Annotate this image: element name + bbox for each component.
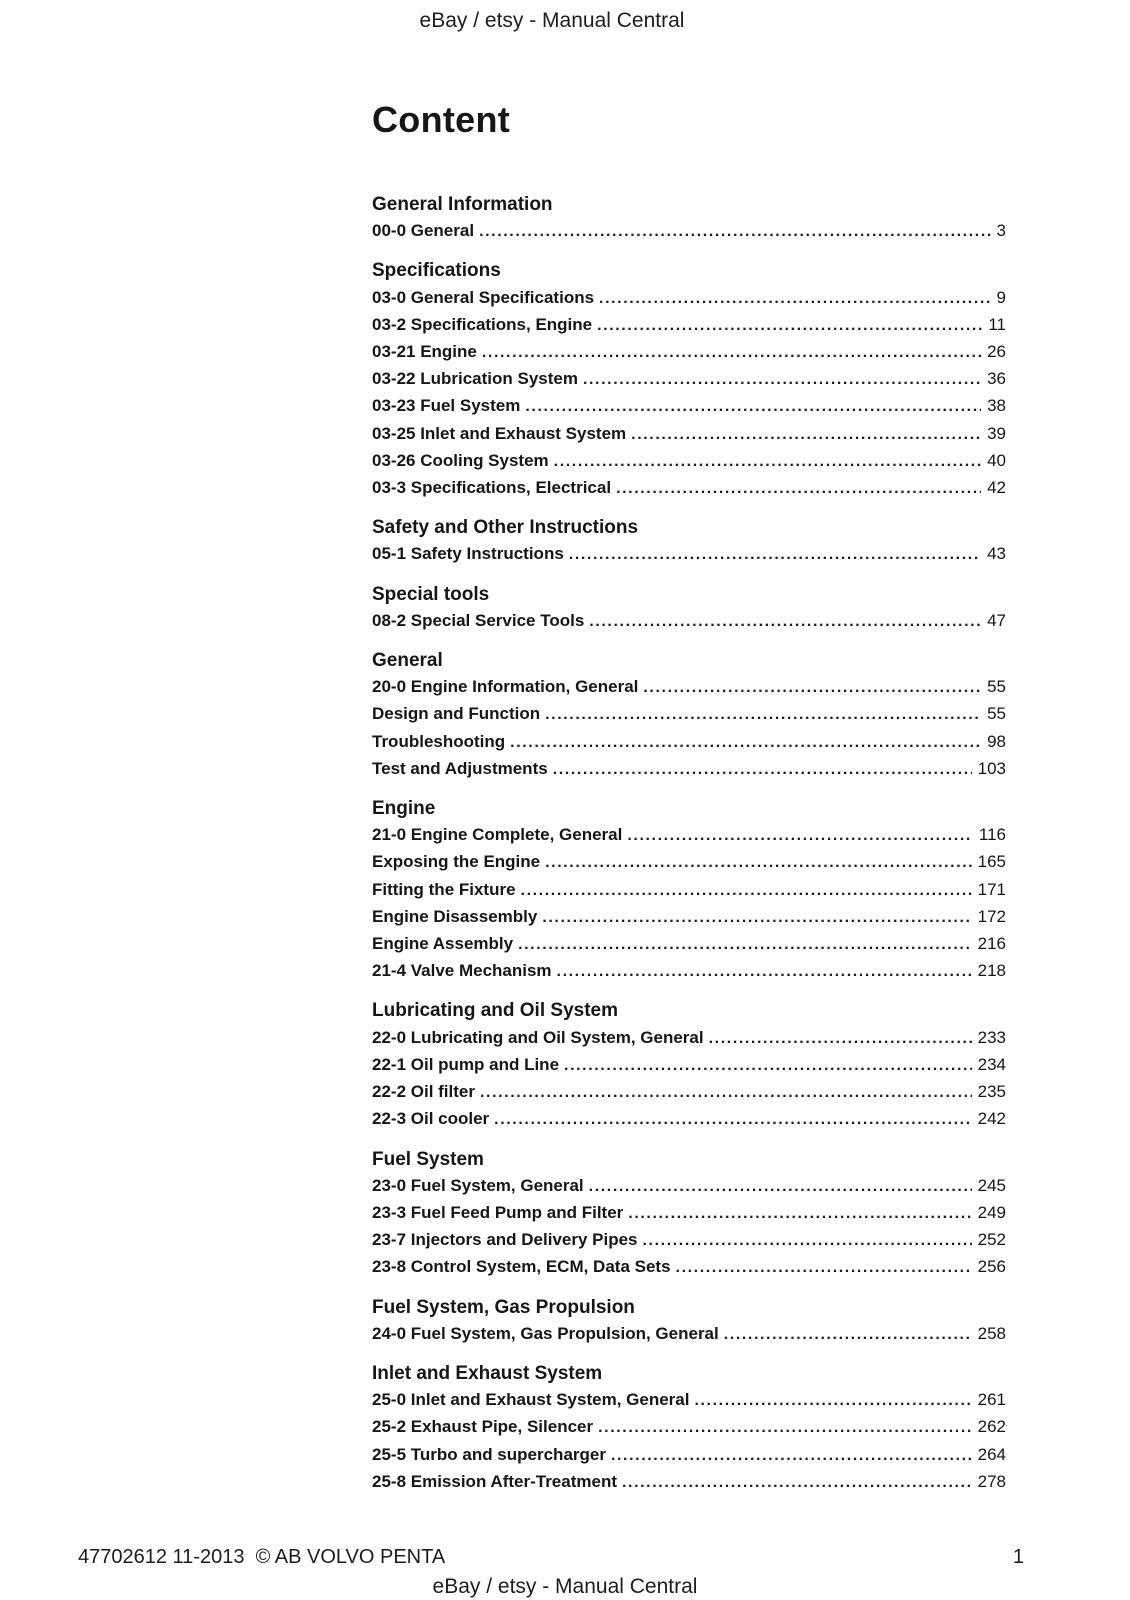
toc-entry-page: 261 [977,1390,1006,1410]
toc-leader-dots [643,1227,972,1254]
toc-entry-label: 00-0 General [372,221,475,241]
toc-entry-page: 165 [977,852,1006,872]
page-footer [78,1546,1024,1569]
toc-entry-page: 47 [987,610,1006,630]
toc-section-heading: Fuel System [372,1148,484,1170]
toc-entry [372,339,1006,366]
toc-entry [372,1079,1006,1106]
toc-entry-page: 234 [977,1054,1006,1074]
toc-entry-page: 258 [977,1323,1006,1343]
toc-entry [372,1052,1006,1079]
toc-section-heading: General Information [372,194,553,215]
toc-leader-dots [525,393,981,420]
toc-entry-label: Fitting the Fixture [372,879,516,899]
toc-leader-dots [521,877,972,904]
toc-entry-page: 39 [987,423,1006,443]
page-title: Content [372,99,511,140]
toc-leader-dots [622,1469,972,1496]
toc-leader-dots [564,1052,972,1079]
toc-entry [372,1321,1006,1348]
toc-entry [372,366,1006,393]
toc-entry [372,701,1006,728]
toc-entry-page: 55 [987,677,1006,697]
toc-entry-page: 218 [977,961,1006,981]
toc-leader-dots [545,701,981,728]
toc-entry-page: 264 [977,1444,1006,1464]
toc-entry-label: 22-2 Oil filter [372,1082,475,1102]
toc-entry-page: 116 [978,825,1006,845]
toc-entry-label: Engine Disassembly [372,906,538,926]
toc-section [372,258,1006,502]
toc-entry-page: 245 [977,1175,1006,1195]
toc-section [372,998,1006,1133]
toc-entry [372,475,1006,502]
toc-entry [372,218,1006,245]
toc-entry [372,1025,1006,1052]
toc-section-heading: Special tools [372,583,490,605]
toc-entry [372,849,1006,876]
toc-section [372,192,1006,245]
toc-entry-label: Engine Assembly [372,934,514,954]
toc-entry [372,1469,1006,1496]
toc-entry-label: 25-8 Emission After-Treatment [372,1471,617,1491]
toc-entry-label: 03-2 Specifications, Engine [372,314,593,334]
toc-entry-page: 40 [987,450,1006,470]
toc-section-heading: Engine [372,798,436,820]
toc-entry-label: Design and Function [372,704,541,724]
toc-leader-dots [583,366,981,393]
toc-entry [372,877,1006,904]
toc-entry [372,393,1006,420]
toc-leader-dots [510,729,981,756]
toc-entry [372,1200,1006,1227]
toc-leader-dots [724,1321,972,1348]
toc-leader-dots [709,1025,972,1052]
toc-leader-dots [643,674,981,701]
toc-entry-label: 03-26 Cooling System [372,450,549,470]
toc-entry-label: 03-23 Fuel System [372,396,521,416]
toc-entry-label: Test and Adjustments [372,758,548,778]
toc-leader-dots [569,541,981,568]
toc-entry-page: 233 [977,1027,1006,1047]
toc-entry-page: 252 [977,1230,1006,1250]
toc-entry [372,448,1006,475]
toc-leader-dots [557,958,972,985]
toc-entry-label: 20-0 Engine Information, General [372,677,639,697]
toc-leader-dots [694,1387,971,1414]
toc-entry-page: 235 [977,1082,1006,1102]
toc-entry-label: 08-2 Special Service Tools [372,610,585,630]
toc-section-heading: General [372,650,443,672]
toc-entry [372,1442,1006,1469]
toc-entry-page: 262 [977,1417,1006,1437]
toc-entry-page: 42 [987,478,1006,498]
toc-section-heading: Inlet and Exhaust System [372,1362,603,1384]
toc-entry-label: 21-4 Valve Mechanism [372,961,552,981]
toc-leader-dots [553,756,972,783]
toc-entry-label: 03-21 Engine [372,342,477,362]
toc-entry-page: 172 [977,906,1006,926]
toc-section [372,648,1006,783]
running-header: eBay / etsy - Manual Central [419,9,685,32]
footer-doc-id: 47702612 11-2013 © AB VOLVO PENTA [78,1546,446,1568]
table-of-contents [372,192,1006,1496]
toc-entry-page: 103 [977,758,1006,778]
toc-entry-page: 26 [987,342,1006,362]
toc-leader-dots [545,849,972,876]
toc-entry [372,285,1006,312]
toc-section [372,1361,1006,1496]
toc-leader-dots [589,1173,972,1200]
toc-entry-label: 03-25 Inlet and Exhaust System [372,423,627,443]
toc-section-heading: Fuel System, Gas Propulsion [372,1296,635,1318]
toc-entry [372,1254,1006,1281]
toc-entry [372,1106,1006,1133]
toc-entry [372,421,1006,448]
toc-entry [372,904,1006,931]
toc-entry-label: 23-3 Fuel Feed Pump and Filter [372,1202,624,1222]
toc-entry [372,756,1006,783]
toc-leader-dots [599,285,990,312]
toc-entry-label: 25-2 Exhaust Pipe, Silencer [372,1417,594,1437]
toc-section-heading: Lubricating and Oil System [372,1000,618,1022]
running-footer: eBay / etsy - Manual Central [432,1575,698,1598]
toc-leader-dots [616,475,981,502]
toc-entry [372,1414,1006,1441]
toc-entry-label: 22-0 Lubricating and Oil System, General [372,1027,704,1047]
toc-entry [372,674,1006,701]
toc-entry [372,958,1006,985]
toc-entry-label: 25-5 Turbo and supercharger [372,1444,606,1464]
toc-leader-dots [627,822,973,849]
toc-entry-page: 242 [977,1109,1006,1129]
toc-entry-label: 22-3 Oil cooler [372,1109,490,1129]
toc-section [372,1295,1006,1348]
toc-entry-page: 11 [988,314,1006,334]
toc-leader-dots [598,1414,972,1441]
toc-entry [372,1387,1006,1414]
toc-entry-page: 43 [987,544,1006,564]
document-content [372,100,1006,1496]
toc-entry-page: 256 [977,1257,1006,1277]
toc-entry [372,729,1006,756]
toc-entry-label: 23-7 Injectors and Delivery Pipes [372,1230,638,1250]
toc-leader-dots [542,904,971,931]
toc-entry-label: 03-0 General Specifications [372,287,595,307]
toc-entry [372,541,1006,568]
toc-entry-label: 24-0 Fuel System, Gas Propulsion, General [372,1323,719,1343]
toc-leader-dots [589,608,981,635]
toc-leader-dots [494,1106,971,1133]
toc-entry-label: 23-8 Control System, ECM, Data Sets [372,1257,671,1277]
toc-entry [372,931,1006,958]
toc-entry [372,312,1006,339]
toc-entry [372,608,1006,635]
toc-entry [372,1227,1006,1254]
toc-leader-dots [611,1442,972,1469]
toc-entry-page: 38 [987,396,1006,416]
toc-section [372,1147,1006,1282]
toc-entry-page: 171 [977,879,1006,899]
toc-entry [372,1173,1006,1200]
toc-entry-page: 249 [977,1202,1006,1222]
toc-leader-dots [597,312,982,339]
toc-section-heading: Safety and Other Instructions [372,517,639,539]
toc-leader-dots [554,448,981,475]
toc-leader-dots [480,1079,972,1106]
toc-entry-label: 25-0 Inlet and Exhaust System, General [372,1390,690,1410]
toc-leader-dots [676,1254,972,1281]
toc-entry-label: Exposing the Engine [372,852,541,872]
toc-entry-label: 03-3 Specifications, Electrical [372,478,612,498]
toc-entry-label: 05-1 Safety Instructions [372,544,564,564]
toc-entry-label: 23-0 Fuel System, General [372,1175,584,1195]
toc-leader-dots [518,931,972,958]
toc-section-heading: Specifications [372,260,501,282]
toc-leader-dots [631,421,981,448]
toc-entry-page: 98 [987,731,1006,751]
toc-entry-page: 216 [977,934,1006,954]
toc-leader-dots [482,339,981,366]
toc-leader-dots [479,218,990,245]
toc-entry-label: 21-0 Engine Complete, General [372,825,623,845]
toc-entry-page: 3 [996,221,1006,241]
toc-entry-label: Troubleshooting [372,731,506,751]
toc-entry-page: 9 [996,287,1006,307]
footer-page-number: 1 [1012,1546,1024,1568]
toc-entry-page: 278 [977,1471,1006,1491]
toc-entry-label: 03-22 Lubrication System [372,369,578,389]
toc-entry-label: 22-1 Oil pump and Line [372,1054,560,1074]
toc-section [372,515,1006,568]
toc-entry-page: 36 [987,369,1006,389]
toc-entry [372,822,1006,849]
toc-leader-dots [628,1200,971,1227]
toc-entry-page: 55 [987,704,1006,724]
toc-section [372,582,1006,635]
toc-section [372,796,1006,985]
